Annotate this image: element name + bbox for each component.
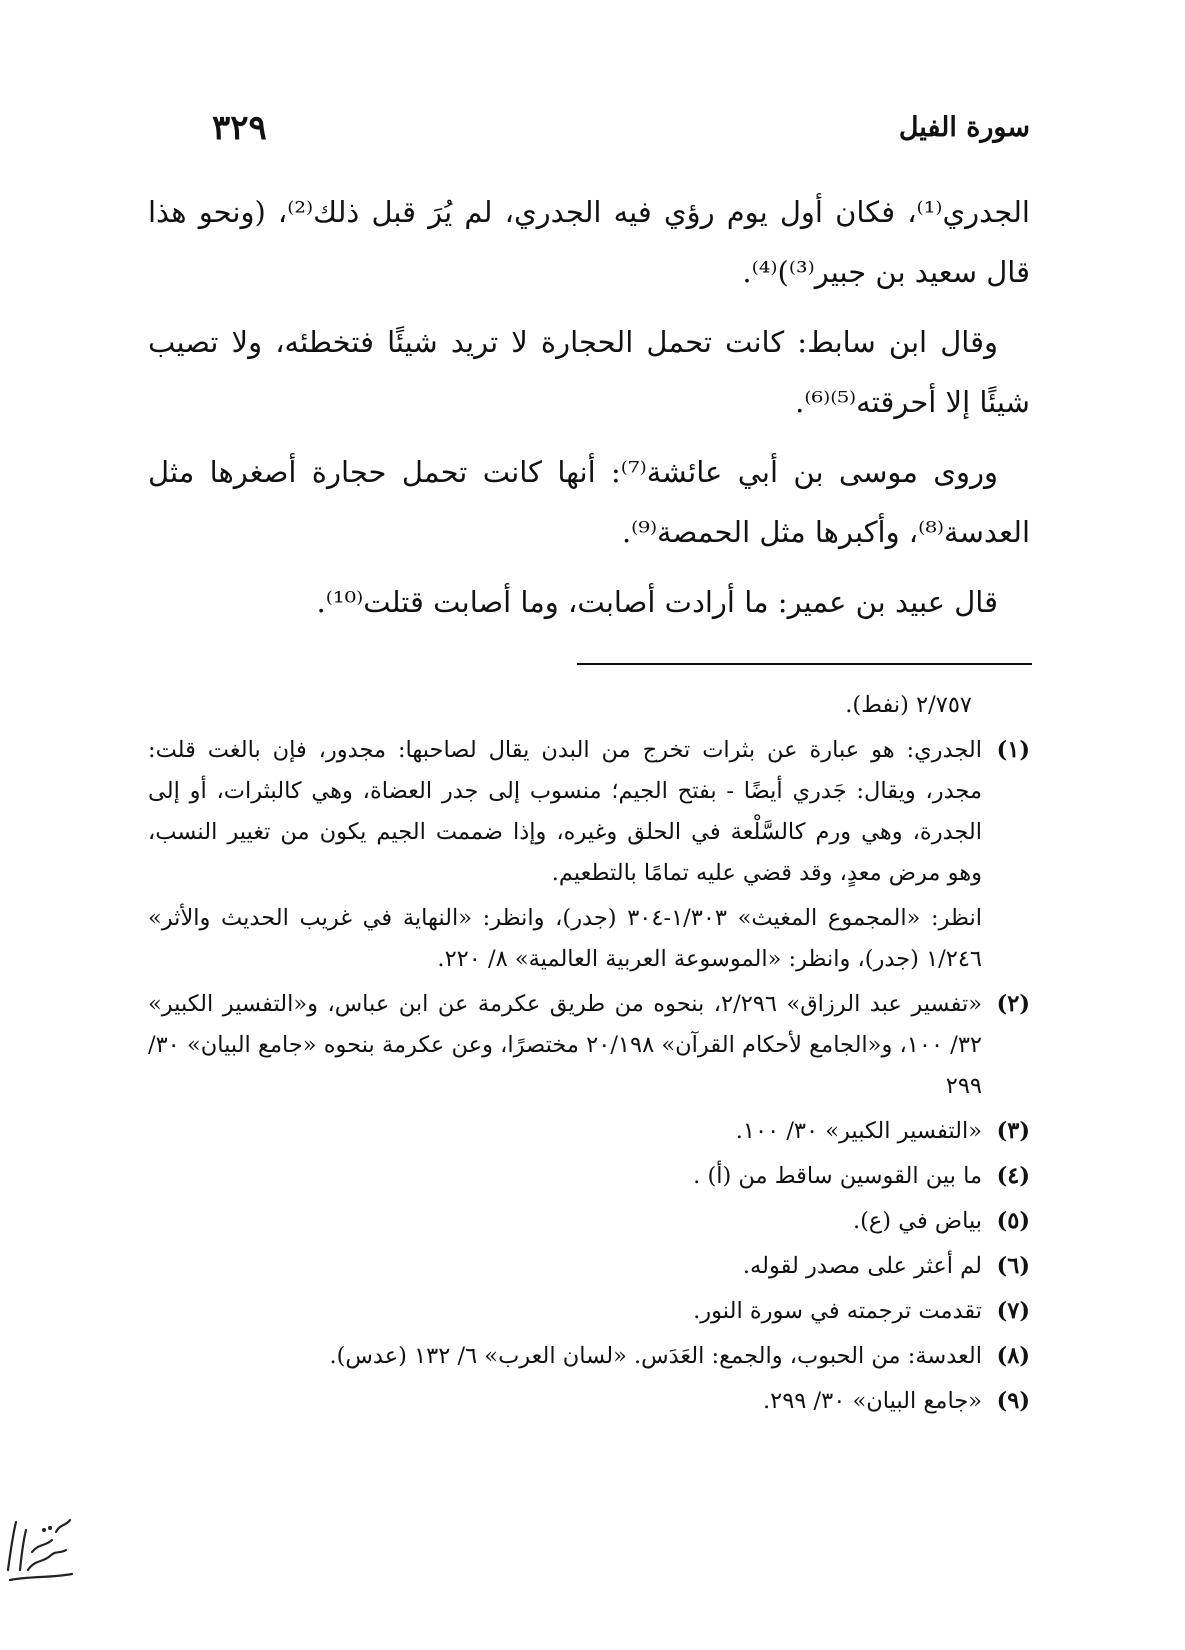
footnote xyxy=(148,1291,1030,1332)
paragraph: وروى موسى بن أبي عائشة⁽⁷⁾: أنها كانت تحمل حجارة أصغرها مثل العدسة⁽⁸⁾، وأكبرها مثل الحمصة⁽⁹⁾. xyxy=(148,455,1030,549)
footnote xyxy=(148,1336,1030,1377)
footnote-number: (٤) xyxy=(996,1163,1030,1189)
footnote xyxy=(148,984,1030,1107)
footnote xyxy=(148,1156,1030,1197)
footnote xyxy=(148,1246,1030,1287)
footnote-text: «التفسير الكبير» ٣٠/ ١٠٠. xyxy=(735,1118,982,1144)
footnote-text: لم أعثر على مصدر لقوله. xyxy=(742,1253,982,1279)
footnote-number: (٧) xyxy=(996,1298,1030,1324)
footnote-text: بياض في (ع). xyxy=(852,1208,982,1234)
footnote xyxy=(148,730,1030,894)
paragraph: وقال ابن سابط: كانت تحمل الحجارة لا تريد شيئًا فتخطئه، ولا تصيب شيئًا إلا أحرقته⁽⁵⁾⁽⁶⁾. xyxy=(148,325,1030,419)
footnote-continuation: انظر: «المجموع المغيث» ١/٣٠٣-٣٠٤ (جدر)، وانظر: «النهاية في غريب الحديث والأثر» ١/٢٤٦ (جدر)، وانظر: «الموسوعة العربية العالمية» ٨/ ٢٢٠. xyxy=(148,905,982,972)
footnote-carryover: ٢/٧٥٧ (نفط). xyxy=(845,692,972,718)
paragraph: قال عبيد بن عمير: ما أرادت أصابت، وما أصابت قتلت⁽¹⁰⁾. xyxy=(316,585,998,619)
footnote-number: (٨) xyxy=(996,1343,1030,1369)
main-text xyxy=(148,182,1030,642)
footnote-number: (٢) xyxy=(996,991,1030,1017)
footnote xyxy=(148,1381,1030,1422)
footnote-text: «تفسير عبد الرزاق» ٢/٢٩٦، بنحوه من طريق عكرمة عن ابن عباس، و«التفسير الكبير» ٣٢/ ١٠٠، و«الجامع لأحكام القرآن» ٢٠/١٩٨ مختصرًا، وعن عكرمة بنحوه «جامع البيان» ٣٠/ ٢٩٩ xyxy=(148,991,983,1099)
footnote-text: «جامع البيان» ٣٠/ ٢٩٩. xyxy=(762,1388,982,1414)
page-number: ٣٢٩ xyxy=(212,108,267,148)
footnote-number: (٩) xyxy=(996,1388,1030,1414)
footnote-number: (٥) xyxy=(996,1208,1030,1234)
footnote-number: (٣) xyxy=(996,1118,1030,1144)
footnote-text: الجدري: هو عبارة عن بثرات تخرج من البدن يقال لصاحبها: مجدور، فإن بالغت قلت: مجدر، ويقال: جَدري أيضًا - بفتح الجيم؛ منسوب إلى جدر العضاة، وهي كالبثرات، أو إلى الجدرة، وهي ورم كالسَّلْعة في الحلق وغيره، وإذا ضممت الجيم يكون من تغيير النسب، وهو مرض معدٍ، وقد قضي عليه تمامًا بالتطعيم. xyxy=(148,737,982,886)
footnotes xyxy=(148,685,1030,1426)
footnote-divider xyxy=(577,663,1032,665)
footnote xyxy=(148,1111,1030,1152)
footnote-number: (١) xyxy=(996,737,1030,763)
page-header xyxy=(150,108,1030,158)
footnote-text: العدسة: من الحبوب، والجمع: العَدَس. «لسان العرب» ٦/ ١٣٢ (عدس). xyxy=(329,1343,982,1369)
watermark-logo-icon xyxy=(0,1500,78,1590)
footnote xyxy=(148,1201,1030,1242)
footnote-text: ما بين القوسين ساقط من (أ) . xyxy=(693,1163,982,1189)
surah-title: سورة الفيل xyxy=(898,112,1030,143)
footnote-number: (٦) xyxy=(996,1253,1030,1279)
paragraph: الجدري⁽¹⁾، فكان أول يوم رؤي فيه الجدري، لم يُرَ قبل ذلك⁽²⁾، (ونحو هذا قال سعيد بن جبير⁽³⁾)⁽⁴⁾. xyxy=(148,195,1030,289)
footnote-text: تقدمت ترجمته في سورة النور. xyxy=(693,1298,982,1324)
